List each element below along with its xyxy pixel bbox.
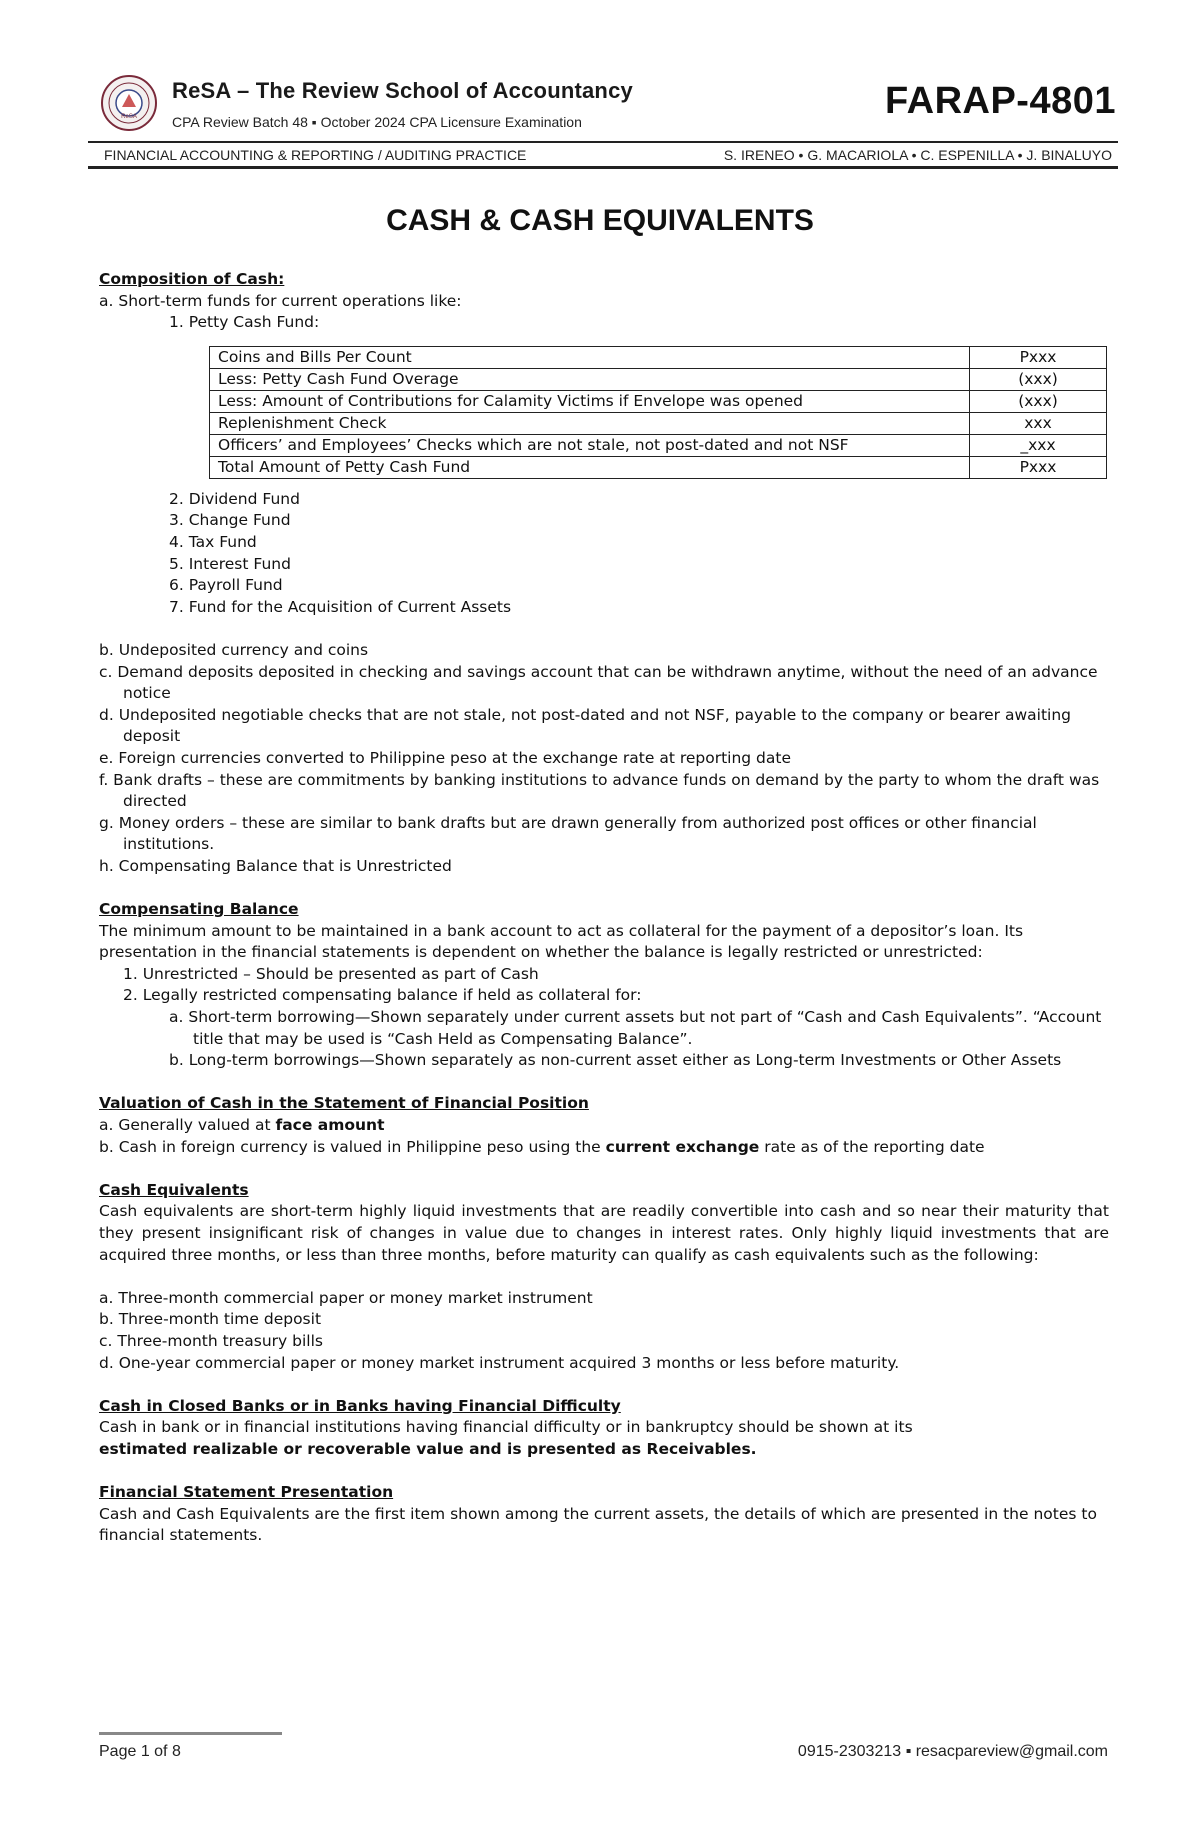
valuation-a-bold: face amount — [275, 1116, 385, 1134]
authors-line: S. IRENEO • G. MACARIOLA • C. ESPENILLA • J. BINALUYO — [723, 147, 1112, 163]
composition-item: d. Undeposited negotiable checks that are not stale, not post-dated and not NSF, payable to the company or bearer awaiting deposit — [99, 705, 1072, 746]
equivalents-text: Cash equivalents are short-term highly liquid investments that are readily convertible into cash and so near their maturity that they present insignificant risk of changes in value due to changes in interest rates. Only highly liquid investments that are acquired three months, or less than three months, before maturity can qualify as cash equivalents such as the following: — [99, 1202, 1109, 1264]
equivalents-item: c. Three-month treasury bills — [99, 1331, 323, 1350]
header-rule-bottom — [88, 166, 1118, 169]
table-row — [210, 390, 1107, 412]
table-cell-amount: Pxxx — [970, 456, 1107, 478]
page-number: Page 1 of 8 — [99, 1743, 181, 1760]
equivalents-item: b. Three-month time deposit — [99, 1310, 322, 1329]
fund-item: 3. Change Fund — [169, 511, 291, 530]
equivalents-item: a. Three-month commercial paper or money market instrument — [99, 1288, 593, 1307]
header-rule-top — [88, 141, 1118, 143]
compensating-sub-item: a. Short-term borrowing—Shown separately under current assets but not part of “Cash and Cash Equivalents”. “Account title that may be used is “Cash Held as Compensating Balance”. — [169, 1008, 1102, 1048]
composition-item: b. Undeposited currency and coins — [99, 640, 369, 659]
composition-item: e. Foreign currencies converted to Philippine peso at the exchange rate at reporting date — [99, 748, 792, 767]
compensating-text: The minimum amount to be maintained in a bank account to act as collateral for the payment of a depositor’s loan. Its presentation in the financial statements is dependent on whether the balance is legally restricted or unrestricted: — [99, 921, 1024, 962]
valuation-b-text: b. Cash in foreign currency is valued in Philippine peso using the — [99, 1137, 606, 1156]
table-cell-amount: Pxxx — [970, 346, 1107, 368]
table-cell-label: Replenishment Check — [210, 412, 970, 434]
fund-item: 4. Tax Fund — [169, 532, 257, 551]
composition-item: h. Compensating Balance that is Unrestricted — [99, 856, 452, 875]
table-row — [210, 368, 1107, 390]
closed-banks-bold-text: estimated realizable or recoverable value and is presented as Receivables. — [99, 1439, 757, 1458]
composition-item: g. Money orders – these are similar to bank drafts but are drawn generally from authorized post offices or other financial institutions. — [99, 813, 1037, 854]
batch-line: CPA Review Batch 48 ▪ October 2024 CPA Licensure Examination — [172, 114, 582, 130]
petty-cash-label: 1. Petty Cash Fund: — [169, 313, 320, 332]
fund-item: 6. Payroll Fund — [169, 576, 283, 595]
valuation-b-bold: current exchange — [605, 1137, 760, 1156]
document-code: FARAP-4801 — [885, 80, 1116, 122]
fund-item: 5. Interest Fund — [169, 554, 291, 573]
fund-item: 7. Fund for the Acquisition of Current Assets — [169, 597, 512, 616]
document-body — [99, 269, 1109, 1547]
page-title: CASH & CASH EQUIVALENTS — [386, 204, 814, 237]
composition-item-a: a. Short-term funds for current operations like: — [99, 291, 462, 310]
table-cell-label: Officers’ and Employees’ Checks which are not stale, not post-dated and not NSF — [210, 434, 970, 456]
table-cell-amount: (xxx) — [970, 390, 1107, 412]
table-row — [210, 456, 1107, 478]
table-cell-label: Coins and Bills Per Count — [210, 346, 970, 368]
table-cell-amount: (xxx) — [970, 368, 1107, 390]
table-row — [210, 346, 1107, 368]
valuation-a-text: a. Generally valued at — [99, 1116, 276, 1134]
valuation-item-b — [99, 1137, 1109, 1159]
subject-line: FINANCIAL ACCOUNTING & REPORTING / AUDITING PRACTICE — [104, 147, 527, 163]
presentation-text: Cash and Cash Equivalents are the first item shown among the current assets, the details of which are presented in the notes to financial statements. — [99, 1504, 1097, 1545]
table-cell-label: Less: Amount of Contributions for Calamity Victims if Envelope was opened — [210, 390, 970, 412]
table-cell-label: Total Amount of Petty Cash Fund — [210, 456, 970, 478]
compensating-heading: Compensating Balance — [99, 900, 299, 919]
logo-text: ReSA — [121, 114, 137, 120]
school-name: ReSA – The Review School of Accountancy — [172, 78, 633, 103]
equivalents-heading: Cash Equivalents — [99, 1180, 249, 1199]
table-row — [210, 434, 1107, 456]
valuation-heading: Valuation of Cash in the Statement of Financial Position — [99, 1094, 589, 1113]
compensating-sub-item: b. Long-term borrowings—Shown separately as non-current asset either as Long-term Investments or Other Assets — [169, 1051, 1062, 1070]
closed-banks-bold — [99, 1439, 1109, 1461]
valuation-b-rest: rate as of the reporting date — [759, 1137, 985, 1156]
compensating-list-item: 1. Unrestricted – Should be presented as part of Cash — [123, 964, 539, 983]
composition-heading: Composition of Cash: — [99, 270, 285, 288]
table-cell-amount: xxx — [970, 412, 1107, 434]
table-row — [210, 412, 1107, 434]
fund-item: 2. Dividend Fund — [169, 489, 300, 508]
valuation-item-a — [99, 1115, 1109, 1137]
composition-item: c. Demand deposits deposited in checking and savings account that can be withdrawn anytime, without the need of an advance notice — [99, 662, 1098, 703]
contact-info: 0915-2303213 ▪ resacpareview@gmail.com — [797, 1743, 1108, 1760]
table-cell-amount: _xxx — [970, 434, 1107, 456]
petty-cash-table — [209, 346, 1107, 479]
closed-banks-text: Cash in bank or in financial institutions having financial difficulty or in bankruptcy should be shown at its — [99, 1418, 913, 1437]
equivalents-item: d. One-year commercial paper or money market instrument acquired 3 months or less before maturity. — [99, 1353, 900, 1372]
presentation-heading: Financial Statement Presentation — [99, 1483, 394, 1502]
closed-banks-heading: Cash in Closed Banks or in Banks having Financial Difficulty — [99, 1396, 621, 1415]
table-cell-label: Less: Petty Cash Fund Overage — [210, 368, 970, 390]
compensating-list-item: 2. Legally restricted compensating balance if held as collateral for: — [123, 986, 642, 1005]
footer-rule — [99, 1732, 282, 1735]
composition-item: f. Bank drafts – these are commitments by banking institutions to advance funds on demand by the party to whom the draft was directed — [99, 770, 1100, 811]
resa-logo-icon — [100, 74, 158, 132]
